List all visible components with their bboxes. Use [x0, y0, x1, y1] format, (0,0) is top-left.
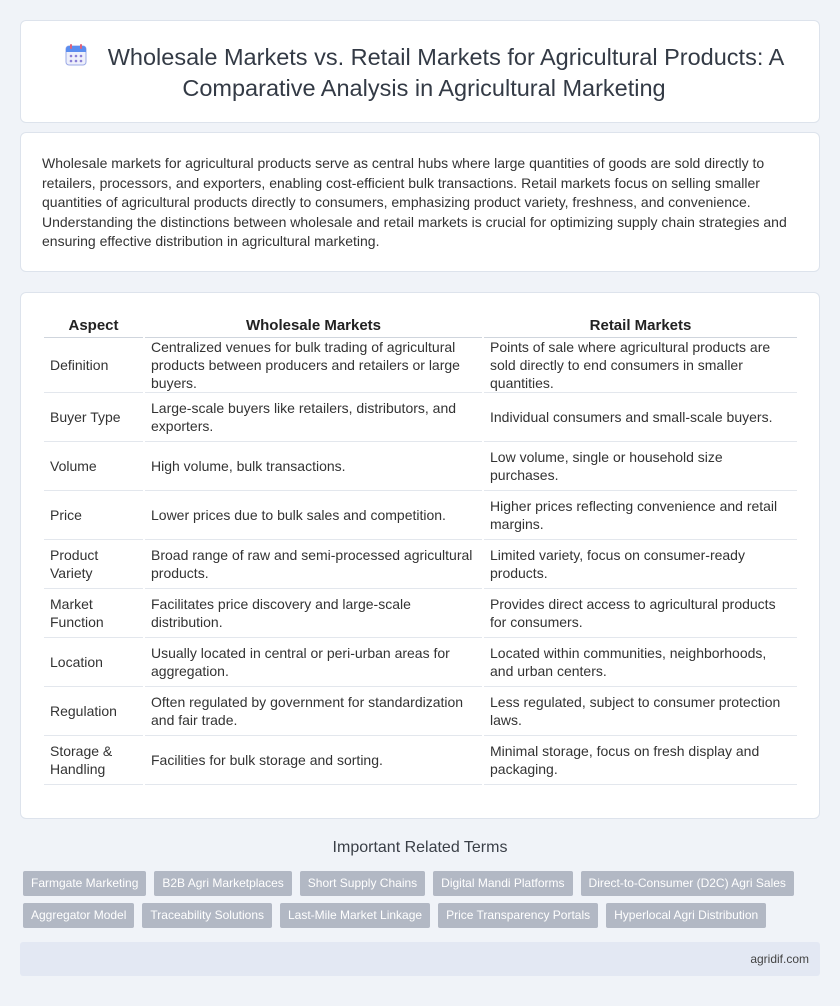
related-terms-title: Important Related Terms: [332, 839, 508, 856]
aspect-cell: Storage & Handling: [44, 736, 143, 785]
tag-digital-mandi-platforms[interactable]: Digital Mandi Platforms: [433, 871, 572, 896]
retail-cell: Higher prices reflecting convenience and retail margins.: [484, 491, 797, 540]
tag-traceability-solutions[interactable]: Traceability Solutions: [142, 903, 272, 928]
wholesale-cell: Facilities for bulk storage and sorting.: [145, 736, 482, 785]
retail-cell: Minimal storage, focus on fresh display and packaging.: [484, 736, 797, 785]
tag-farmgate-marketing[interactable]: Farmgate Marketing: [23, 871, 146, 896]
wholesale-cell: High volume, bulk transactions.: [145, 442, 482, 491]
retail-cell: Points of sale where agricultural products are sold directly to end consumers in smaller quantities.: [484, 338, 797, 393]
header-wholesale: Wholesale Markets: [145, 315, 482, 338]
table-row: [44, 638, 797, 687]
aspect-cell: Product Variety: [44, 540, 143, 589]
tag-short-supply-chains[interactable]: Short Supply Chains: [300, 871, 425, 896]
header-card: [20, 20, 820, 123]
wholesale-cell: Lower prices due to bulk sales and competition.: [145, 491, 482, 540]
retail-cell: Less regulated, subject to consumer protection laws.: [484, 687, 797, 736]
table-row: [44, 736, 797, 785]
aspect-cell: Location: [44, 638, 143, 687]
tag-hyperlocal-agri-distribution[interactable]: Hyperlocal Agri Distribution: [606, 903, 766, 928]
aspect-cell: Regulation: [44, 687, 143, 736]
aspect-cell: Volume: [44, 442, 143, 491]
wholesale-cell: Centralized venues for bulk trading of agricultural products between producers and retailers or large buyers.: [145, 338, 482, 393]
aspect-cell: Price: [44, 491, 143, 540]
aspect-cell: Buyer Type: [44, 393, 143, 442]
tag-d2c-agri-sales[interactable]: Direct-to-Consumer (D2C) Agri Sales: [581, 871, 794, 896]
header-retail: Retail Markets: [484, 315, 797, 338]
tag-b2b-agri-marketplaces[interactable]: B2B Agri Marketplaces: [154, 871, 291, 896]
intro-card: [20, 132, 820, 272]
tag-aggregator-model[interactable]: Aggregator Model: [23, 903, 134, 928]
table-row: [44, 687, 797, 736]
wholesale-cell: Usually located in central or peri-urban areas for aggregation.: [145, 638, 482, 687]
page-title: Wholesale Markets vs. Retail Markets for Agricultural Products: A Comparative Analysis in Agricultural Marketing: [107, 44, 785, 101]
wholesale-cell: Large-scale buyers like retailers, distributors, and exporters.: [145, 393, 482, 442]
table-row: [44, 540, 797, 589]
calendar-icon: [64, 43, 88, 74]
table-row: [44, 589, 797, 638]
tag-price-transparency-portals[interactable]: Price Transparency Portals: [438, 903, 598, 928]
page-title-wrap: [51, 43, 797, 103]
table-row: [44, 491, 797, 540]
wholesale-cell: Broad range of raw and semi-processed agricultural products.: [145, 540, 482, 589]
wholesale-cell: Facilitates price discovery and large-scale distribution.: [145, 589, 482, 638]
retail-cell: Located within communities, neighborhoods, and urban centers.: [484, 638, 797, 687]
comparison-table-card: [20, 292, 820, 819]
retail-cell: Provides direct access to agricultural products for consumers.: [484, 589, 797, 638]
footer: [20, 942, 820, 976]
table-row: [44, 338, 797, 393]
table-header-row: [44, 315, 797, 338]
footer-site-link[interactable]: agridif.com: [750, 952, 809, 966]
tag-last-mile-market-linkage[interactable]: Last-Mile Market Linkage: [280, 903, 430, 928]
aspect-cell: Definition: [44, 338, 143, 393]
intro-paragraph: Wholesale markets for agricultural products serve as central hubs where large quantities of goods are sold directly to retailers, processors, and exporters, enabling cost-efficient bulk transactions. Retail markets focus on selling smaller quantities of agricultural products directly to consumers, emphasizing product variety, freshness, and convenience. Understanding the distinctions between wholesale and retail markets is crucial for optimizing supply chain strategies and ensuring effective distribution in agricultural marketing.: [42, 155, 787, 250]
table-row: [44, 442, 797, 491]
retail-cell: Low volume, single or household size purchases.: [484, 442, 797, 491]
retail-cell: Individual consumers and small-scale buyers.: [484, 393, 797, 442]
table-row: [44, 393, 797, 442]
wholesale-cell: Often regulated by government for standardization and fair trade.: [145, 687, 482, 736]
retail-cell: Limited variety, focus on consumer-ready products.: [484, 540, 797, 589]
header-aspect: Aspect: [44, 315, 143, 338]
aspect-cell: Market Function: [44, 589, 143, 638]
comparison-table: [42, 315, 799, 785]
related-terms-tags: [23, 871, 803, 928]
